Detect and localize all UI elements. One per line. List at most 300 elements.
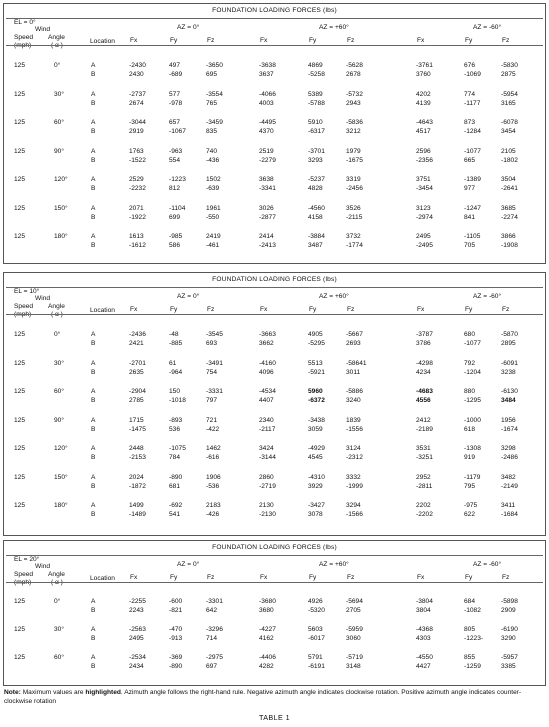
force-header-fz: Fz bbox=[502, 306, 510, 313]
force-value: 3638 bbox=[259, 176, 274, 183]
loading-table-2 bbox=[3, 540, 546, 686]
force-value: 2909 bbox=[501, 607, 516, 614]
force-value: -461 bbox=[206, 242, 220, 249]
force-value: -1675 bbox=[346, 156, 363, 164]
speed-unit: (mph) bbox=[14, 579, 32, 586]
force-value: -1105 bbox=[464, 233, 481, 240]
force-value: -3804 bbox=[416, 598, 433, 605]
wind-speed: 125 bbox=[14, 654, 26, 661]
force-value: -5788 bbox=[308, 99, 325, 107]
force-value: -4298 bbox=[416, 359, 433, 367]
force-value: 1715 bbox=[129, 416, 144, 424]
force-header-fz: Fz bbox=[207, 306, 215, 313]
wind-angle: 180° bbox=[54, 502, 68, 509]
location-b: B bbox=[91, 99, 96, 107]
force-value: 577 bbox=[169, 90, 181, 98]
title-divider bbox=[6, 555, 543, 556]
force-value: -2117 bbox=[259, 425, 276, 433]
force-value: 2635 bbox=[129, 368, 144, 376]
force-value: -3701 bbox=[308, 147, 325, 155]
wind-angle: 120° bbox=[54, 445, 68, 452]
force-value: 4905 bbox=[308, 331, 323, 338]
speed-header: Speed bbox=[14, 571, 34, 578]
force-value: 3298 bbox=[501, 445, 516, 452]
force-value: 2674 bbox=[129, 99, 144, 107]
table-row bbox=[4, 176, 545, 194]
location-b: B bbox=[91, 71, 96, 78]
force-value: -5830 bbox=[501, 62, 518, 69]
force-value: 3454 bbox=[501, 128, 516, 135]
force-value: -6078 bbox=[501, 119, 518, 126]
location-header: Location bbox=[90, 38, 115, 45]
force-value: 4003 bbox=[259, 99, 274, 107]
table-row bbox=[4, 445, 545, 463]
force-value: 2448 bbox=[129, 445, 144, 452]
table-row bbox=[4, 474, 545, 492]
table-note bbox=[4, 689, 544, 706]
force-value: 3487 bbox=[308, 242, 323, 249]
force-value: 784 bbox=[169, 454, 181, 461]
location-header: Location bbox=[90, 575, 115, 582]
wind-speed: 125 bbox=[14, 473, 26, 481]
location-b: B bbox=[91, 482, 96, 490]
table-row bbox=[4, 502, 545, 520]
azimuth-header: AZ = -60° bbox=[473, 293, 502, 300]
location-b: B bbox=[91, 185, 96, 192]
force-header-fx: Fx bbox=[417, 37, 425, 44]
force-value: -4368 bbox=[416, 626, 433, 633]
wind-angle: 90° bbox=[54, 416, 64, 424]
force-value: -3663 bbox=[259, 331, 276, 338]
force-value: 714 bbox=[206, 635, 218, 642]
location-a: A bbox=[91, 654, 96, 661]
force-value: -3680 bbox=[259, 598, 276, 605]
force-value: -4550 bbox=[416, 654, 433, 661]
force-value: 880 bbox=[464, 388, 476, 395]
force-value: 977 bbox=[464, 185, 476, 192]
azimuth-header: AZ = 0° bbox=[177, 24, 200, 31]
table-row bbox=[4, 626, 545, 644]
force-value: 697 bbox=[206, 663, 218, 670]
force-value: -2701 bbox=[129, 359, 146, 367]
force-value: 3637 bbox=[259, 71, 274, 78]
force-value: -5667 bbox=[346, 331, 363, 338]
force-header-fx: Fx bbox=[130, 306, 138, 313]
force-value: -1223 bbox=[169, 176, 186, 183]
force-value: -6190 bbox=[501, 626, 518, 633]
force-value: -6130 bbox=[501, 388, 518, 395]
force-value: 2519 bbox=[259, 147, 274, 155]
location-a: A bbox=[91, 204, 96, 212]
force-value: -1684 bbox=[501, 511, 518, 518]
force-value: 5389 bbox=[308, 90, 323, 98]
force-value: -1908 bbox=[501, 242, 518, 249]
force-value: -2255 bbox=[129, 598, 146, 605]
force-value: -1612 bbox=[129, 242, 146, 249]
force-value: -3044 bbox=[129, 119, 146, 126]
angle-symbol: ( α ) bbox=[51, 42, 63, 49]
force-header-fz: Fz bbox=[207, 37, 215, 44]
force-value: 3786 bbox=[416, 340, 431, 347]
force-value: 4556 bbox=[416, 397, 431, 404]
force-value: -3545 bbox=[206, 331, 223, 338]
force-value: -2641 bbox=[501, 185, 518, 192]
force-value: -2904 bbox=[129, 388, 146, 395]
table-row bbox=[4, 417, 545, 435]
force-value: 3866 bbox=[501, 233, 516, 240]
force-value: -3761 bbox=[416, 62, 433, 69]
force-header-fy: Fy bbox=[465, 37, 473, 44]
force-value: 3059 bbox=[308, 425, 323, 433]
force-header-fy: Fy bbox=[309, 574, 317, 581]
force-header-fz: Fz bbox=[347, 37, 355, 44]
force-value: 795 bbox=[464, 482, 476, 490]
force-value: -5628 bbox=[346, 62, 363, 69]
force-value: -1308 bbox=[464, 445, 481, 452]
table-row bbox=[4, 91, 545, 109]
force-value: -2202 bbox=[416, 511, 433, 518]
force-value: -6017 bbox=[308, 635, 325, 642]
force-value: 4517 bbox=[416, 128, 431, 135]
force-value: 841 bbox=[464, 213, 476, 221]
angle-header: Angle bbox=[48, 34, 65, 41]
force-value: -3638 bbox=[259, 62, 276, 69]
force-value: 2495 bbox=[129, 635, 144, 642]
note-highlight: highlighted bbox=[85, 689, 121, 696]
force-value: 3060 bbox=[346, 635, 361, 642]
force-value: 680 bbox=[464, 331, 476, 338]
force-value: -2811 bbox=[416, 482, 433, 490]
force-value: 3685 bbox=[501, 204, 516, 212]
force-value: -5954 bbox=[501, 90, 518, 98]
force-value: -5959 bbox=[346, 626, 363, 633]
elevation-label: EL = 10° bbox=[14, 288, 40, 295]
force-value: 3804 bbox=[416, 607, 431, 614]
angle-symbol: ( α ) bbox=[51, 311, 63, 318]
force-value: -3301 bbox=[206, 598, 223, 605]
force-value: 5513 bbox=[308, 359, 323, 367]
force-value: 3732 bbox=[346, 233, 361, 240]
force-value: 2875 bbox=[501, 71, 516, 78]
force-value: 2596 bbox=[416, 147, 431, 155]
force-header-fx: Fx bbox=[417, 306, 425, 313]
force-value: 150 bbox=[169, 388, 181, 395]
force-value: 3662 bbox=[259, 340, 274, 347]
force-value: -3251 bbox=[416, 454, 433, 461]
force-value: 5910 bbox=[308, 119, 323, 126]
force-value: 855 bbox=[464, 654, 476, 661]
force-value: -6091 bbox=[501, 359, 518, 367]
force-value: 873 bbox=[464, 119, 476, 126]
elevation-label: EL = 0° bbox=[14, 19, 36, 26]
wind-speed: 125 bbox=[14, 233, 26, 240]
force-value: -2975 bbox=[206, 654, 223, 661]
wind-angle: 0° bbox=[54, 331, 61, 338]
force-value: -5295 bbox=[308, 340, 325, 347]
force-value: -1259 bbox=[464, 663, 481, 670]
force-header-fz: Fz bbox=[502, 574, 510, 581]
force-value: 622 bbox=[464, 511, 476, 518]
force-value: -1774 bbox=[346, 242, 363, 249]
location-a: A bbox=[91, 502, 96, 509]
force-value: -58641 bbox=[346, 359, 367, 367]
force-value: 1839 bbox=[346, 416, 361, 424]
location-b: B bbox=[91, 368, 96, 376]
force-header-fx: Fx bbox=[260, 574, 268, 581]
location-b: B bbox=[91, 511, 96, 518]
force-value: 1462 bbox=[206, 445, 221, 452]
force-value: 586 bbox=[169, 242, 181, 249]
force-value: -3554 bbox=[206, 90, 223, 98]
force-value: 699 bbox=[169, 213, 181, 221]
speed-unit: (mph) bbox=[14, 42, 32, 49]
force-value: -470 bbox=[169, 626, 183, 633]
force-value: 3238 bbox=[501, 368, 516, 376]
force-value: -2877 bbox=[259, 213, 276, 221]
wind-speed: 125 bbox=[14, 62, 26, 69]
force-value: 3293 bbox=[308, 156, 323, 164]
force-value: 2895 bbox=[501, 340, 516, 347]
force-value: -2279 bbox=[259, 156, 276, 164]
force-value: 3751 bbox=[416, 176, 431, 183]
wind-speed: 125 bbox=[14, 416, 26, 424]
force-value: -436 bbox=[206, 156, 220, 164]
force-value: -3427 bbox=[308, 502, 325, 509]
wind-angle: 60° bbox=[54, 119, 64, 126]
force-value: 2860 bbox=[259, 473, 274, 481]
force-value: 754 bbox=[206, 368, 218, 376]
force-value: -893 bbox=[169, 416, 183, 424]
force-value: 3290 bbox=[501, 635, 516, 642]
force-value: 4545 bbox=[308, 454, 323, 461]
location-b: B bbox=[91, 340, 96, 347]
force-value: 4427 bbox=[416, 663, 431, 670]
force-value: 705 bbox=[464, 242, 476, 249]
force-value: 3026 bbox=[259, 204, 274, 212]
force-value: 4926 bbox=[308, 598, 323, 605]
force-header-fx: Fx bbox=[417, 574, 425, 581]
location-b: B bbox=[91, 663, 96, 670]
force-header-fx: Fx bbox=[130, 37, 138, 44]
force-value: 3484 bbox=[501, 397, 516, 404]
wind-speed: 125 bbox=[14, 331, 26, 338]
force-value: -5694 bbox=[346, 598, 363, 605]
wind-label: Wind bbox=[35, 26, 51, 33]
force-value: -890 bbox=[169, 663, 183, 670]
force-value: -4310 bbox=[308, 473, 325, 481]
location-b: B bbox=[91, 397, 96, 404]
force-value: 919 bbox=[464, 454, 476, 461]
force-value: 2943 bbox=[346, 99, 361, 107]
force-value: -4406 bbox=[259, 654, 276, 661]
table-title: FOUNDATION LOADING FORCES (lbs) bbox=[212, 276, 337, 283]
force-value: -616 bbox=[206, 454, 220, 461]
force-value: 4234 bbox=[416, 368, 431, 376]
force-value: -5732 bbox=[346, 90, 363, 98]
force-value: -985 bbox=[169, 233, 183, 240]
force-value: -975 bbox=[464, 502, 478, 509]
force-value: -1077 bbox=[464, 147, 481, 155]
force-value: -2495 bbox=[416, 242, 433, 249]
force-value: -3331 bbox=[206, 388, 223, 395]
force-value: 4407 bbox=[259, 397, 274, 404]
force-value: 2785 bbox=[129, 397, 144, 404]
force-value: -1872 bbox=[129, 482, 146, 490]
force-value: -3491 bbox=[206, 359, 223, 367]
location-a: A bbox=[91, 416, 96, 424]
force-value: -5898 bbox=[501, 598, 518, 605]
wind-angle: 150° bbox=[54, 204, 68, 212]
wind-angle: 120° bbox=[54, 176, 68, 183]
location-b: B bbox=[91, 607, 96, 614]
wind-speed: 125 bbox=[14, 147, 26, 155]
header-divider bbox=[6, 45, 543, 46]
wind-speed: 125 bbox=[14, 119, 26, 126]
force-value: 4096 bbox=[259, 368, 274, 376]
wind-speed: 125 bbox=[14, 502, 26, 509]
force-value: -1295 bbox=[464, 397, 481, 404]
force-header-fz: Fz bbox=[347, 574, 355, 581]
force-value: -1556 bbox=[346, 425, 363, 433]
force-value: -1566 bbox=[346, 511, 363, 518]
force-value: 536 bbox=[169, 425, 181, 433]
force-value: -1284 bbox=[464, 128, 481, 135]
force-value: 4139 bbox=[416, 99, 431, 107]
force-value: -4643 bbox=[416, 119, 433, 126]
wind-label: Wind bbox=[35, 563, 51, 570]
force-value: -978 bbox=[169, 99, 183, 107]
location-b: B bbox=[91, 156, 96, 164]
force-value: 1763 bbox=[129, 147, 144, 155]
force-value: 3294 bbox=[346, 502, 361, 509]
force-header-fy: Fy bbox=[309, 37, 317, 44]
wind-angle: 0° bbox=[54, 62, 61, 69]
force-value: 2952 bbox=[416, 473, 431, 481]
angle-header: Angle bbox=[48, 303, 65, 310]
force-value: -5870 bbox=[501, 331, 518, 338]
force-header-fy: Fy bbox=[465, 574, 473, 581]
force-value: -1674 bbox=[501, 425, 518, 433]
force-value: 3760 bbox=[416, 71, 431, 78]
location-a: A bbox=[91, 473, 96, 481]
force-header-fx: Fx bbox=[130, 574, 138, 581]
force-value: -1922 bbox=[129, 213, 146, 221]
force-value: 3124 bbox=[346, 445, 361, 452]
force-value: -3459 bbox=[206, 119, 223, 126]
wind-angle: 30° bbox=[54, 90, 64, 98]
force-value: 3385 bbox=[501, 663, 516, 670]
force-value: -2312 bbox=[346, 454, 363, 461]
table-row bbox=[4, 598, 545, 616]
force-value: -1204 bbox=[464, 368, 481, 376]
loading-table-1 bbox=[3, 272, 546, 536]
force-value: -5957 bbox=[501, 654, 518, 661]
force-value: 2419 bbox=[206, 233, 221, 240]
force-value: -2115 bbox=[346, 213, 363, 221]
title-divider bbox=[6, 287, 543, 288]
force-value: -6191 bbox=[308, 663, 325, 670]
force-value: 1906 bbox=[206, 473, 221, 481]
header-divider bbox=[6, 314, 543, 315]
location-b: B bbox=[91, 425, 96, 433]
force-value: 2919 bbox=[129, 128, 144, 135]
force-value: -1069 bbox=[464, 71, 481, 78]
force-value: -639 bbox=[206, 185, 220, 192]
location-a: A bbox=[91, 598, 96, 605]
force-value: -2737 bbox=[129, 90, 146, 98]
azimuth-header: AZ = +60° bbox=[319, 293, 349, 300]
location-b: B bbox=[91, 635, 96, 642]
force-value: -1077 bbox=[464, 340, 481, 347]
table-row bbox=[4, 233, 545, 251]
force-value: -3884 bbox=[308, 233, 325, 240]
wind-speed: 125 bbox=[14, 359, 26, 367]
wind-speed: 125 bbox=[14, 204, 26, 212]
force-value: 3680 bbox=[259, 607, 274, 614]
location-b: B bbox=[91, 242, 96, 249]
force-value: 2693 bbox=[346, 340, 361, 347]
force-value: 5603 bbox=[308, 626, 323, 633]
force-value: 1979 bbox=[346, 147, 361, 155]
azimuth-header: AZ = -60° bbox=[473, 24, 502, 31]
location-b: B bbox=[91, 128, 96, 135]
wind-angle: 30° bbox=[54, 626, 64, 633]
force-value: 765 bbox=[206, 99, 218, 107]
force-value: 3411 bbox=[501, 502, 516, 509]
force-value: 681 bbox=[169, 482, 181, 490]
force-value: -2189 bbox=[416, 425, 433, 433]
force-value: -1475 bbox=[129, 425, 146, 433]
force-value: -5921 bbox=[308, 368, 325, 376]
force-value: -3341 bbox=[259, 185, 276, 192]
force-value: 2024 bbox=[129, 473, 144, 481]
table-row bbox=[4, 62, 545, 80]
force-value: -6317 bbox=[308, 128, 325, 135]
force-value: 3011 bbox=[346, 368, 361, 376]
force-value: -3296 bbox=[206, 626, 223, 633]
force-value: -1179 bbox=[464, 473, 481, 481]
force-value: 3482 bbox=[501, 473, 516, 481]
elevation-label: EL = 20° bbox=[14, 556, 40, 563]
force-value: -2413 bbox=[259, 242, 276, 249]
table-title: FOUNDATION LOADING FORCES (lbs) bbox=[212, 544, 337, 551]
force-value: -4227 bbox=[259, 626, 276, 633]
force-value: 665 bbox=[464, 156, 476, 164]
table-row bbox=[4, 331, 545, 349]
force-value: -5237 bbox=[308, 176, 325, 183]
force-value: 61 bbox=[169, 359, 177, 367]
force-value: -2430 bbox=[129, 62, 146, 69]
force-value: 2183 bbox=[206, 502, 221, 509]
force-value: 1961 bbox=[206, 204, 221, 212]
force-value: -1522 bbox=[129, 156, 146, 164]
force-value: -2974 bbox=[416, 213, 433, 221]
force-value: -1802 bbox=[501, 156, 518, 164]
force-value: 4282 bbox=[259, 663, 274, 670]
force-value: 792 bbox=[464, 359, 476, 367]
force-value: 3240 bbox=[346, 397, 361, 404]
force-value: 2412 bbox=[416, 416, 431, 424]
force-header-fy: Fy bbox=[170, 37, 178, 44]
wind-angle: 150° bbox=[54, 473, 68, 481]
force-value: 2071 bbox=[129, 204, 144, 212]
force-value: 2529 bbox=[129, 176, 144, 183]
speed-header: Speed bbox=[14, 303, 34, 310]
note-label: Note: bbox=[4, 689, 21, 696]
force-header-fx: Fx bbox=[260, 37, 268, 44]
table-row bbox=[4, 360, 545, 378]
wind-speed: 125 bbox=[14, 598, 26, 605]
